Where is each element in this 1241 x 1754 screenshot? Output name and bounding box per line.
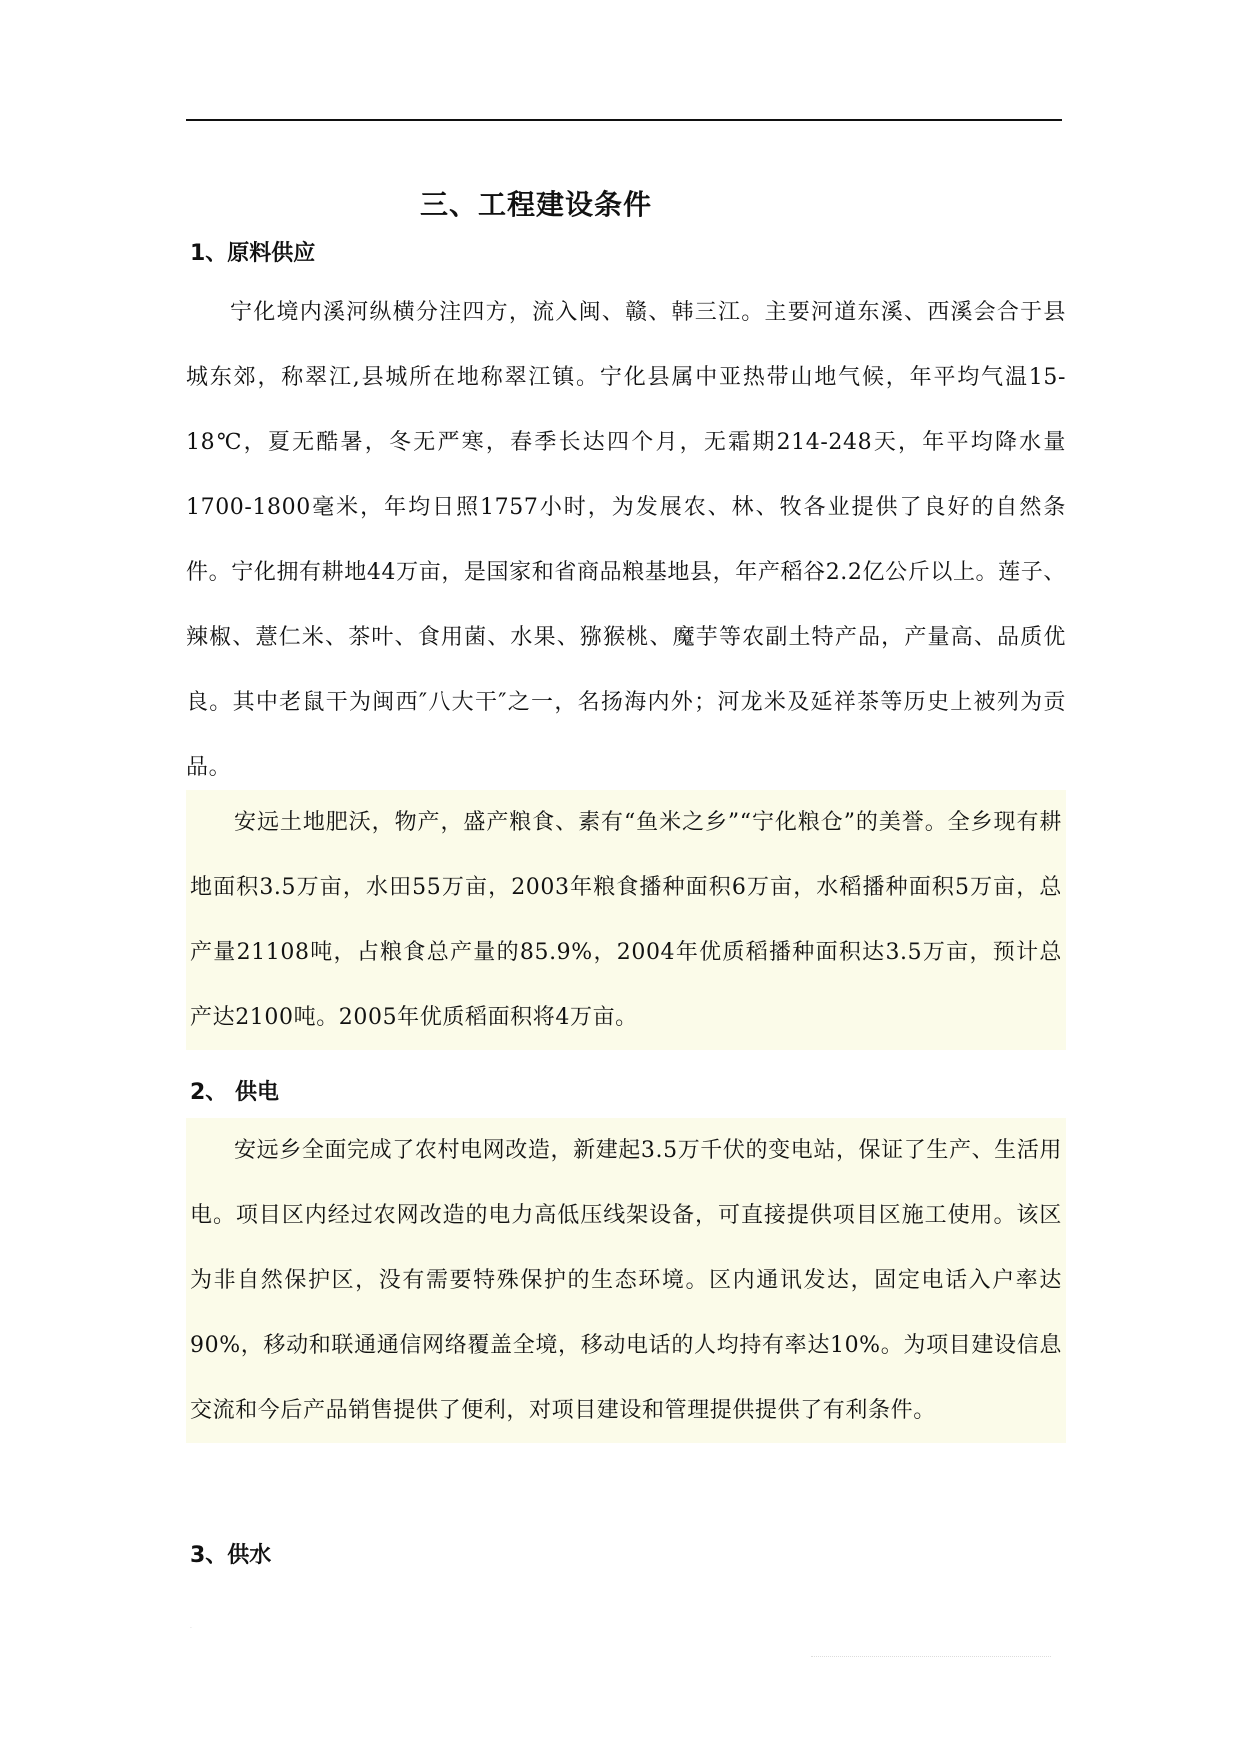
paragraph-ninghua-climate: 宁化境内溪河纵横分注四方，流入闽、赣、韩三江。主要河道东溪、西溪会合于县城东郊，称翠江,县城所在地称翠江镇。宁化县属中亚热带山地气候，年平均气温15-18℃，夏无酷暑，冬无严寒，春季长达四个月，无霜期214-248天，年平均降水量1700-1800毫米，年均日照1757小时，为发展农、林、牧各业提供了良好的自然条件。宁化拥有耕地44万亩，是国家和省商品粮基地县，年产稻谷2.2亿公斤以上。莲子、辣椒、薏仁米、茶叶、食用菌、水果、猕猴桃、魔芋等农副土特产品，产量高、品质优良。其中老鼠干为闽西″八大干″之一，名扬海内外；河龙米及延祥茶等历史上被列为贡品。 — [186, 300, 1066, 780]
page-title: 三、工程建设条件 — [419, 187, 652, 221]
section-heading-power-supply: 2、 供电 — [190, 1080, 279, 1105]
section-heading-water-supply: 3、供水 — [190, 1543, 272, 1568]
section-heading-raw-materials: 1、原料供应 — [190, 241, 316, 266]
paragraph-anyuan-grain: 安远土地肥沃，物产，盛产粮食、素有“鱼米之乡”“宁化粮仓”的美誉。全乡现有耕地面积3.5万亩，水田55万亩，2003年粮食播种面积6万亩，水稻播种面积5万亩，总产量21108吨，占粮食总产量的85.9%，2004年优质稻播种面积达3.5万亩，预计总产达2100吨。2005年优质稻面积将4万亩。 — [186, 790, 1066, 1050]
header-rule — [186, 119, 1062, 121]
footer-rule — [811, 1656, 1051, 1657]
paragraph-power-communications: 安远乡全面完成了农村电网改造，新建起3.5万千伏的变电站，保证了生产、生活用电。项目区内经过农网改造的电力高低压线架设备，可直接提供项目区施工使用。该区为非自然保护区，没有需要特殊保护的生态环境。区内通讯发达，固定电话入户率达90%，移动和联通通信网络覆盖全境，移动电话的人均持有率达10%。为项目建设信息交流和今后产品销售提供了便利，对项目建设和管理提供提供了有利条件。 — [186, 1118, 1066, 1443]
footer-mark: . — [190, 1623, 192, 1630]
